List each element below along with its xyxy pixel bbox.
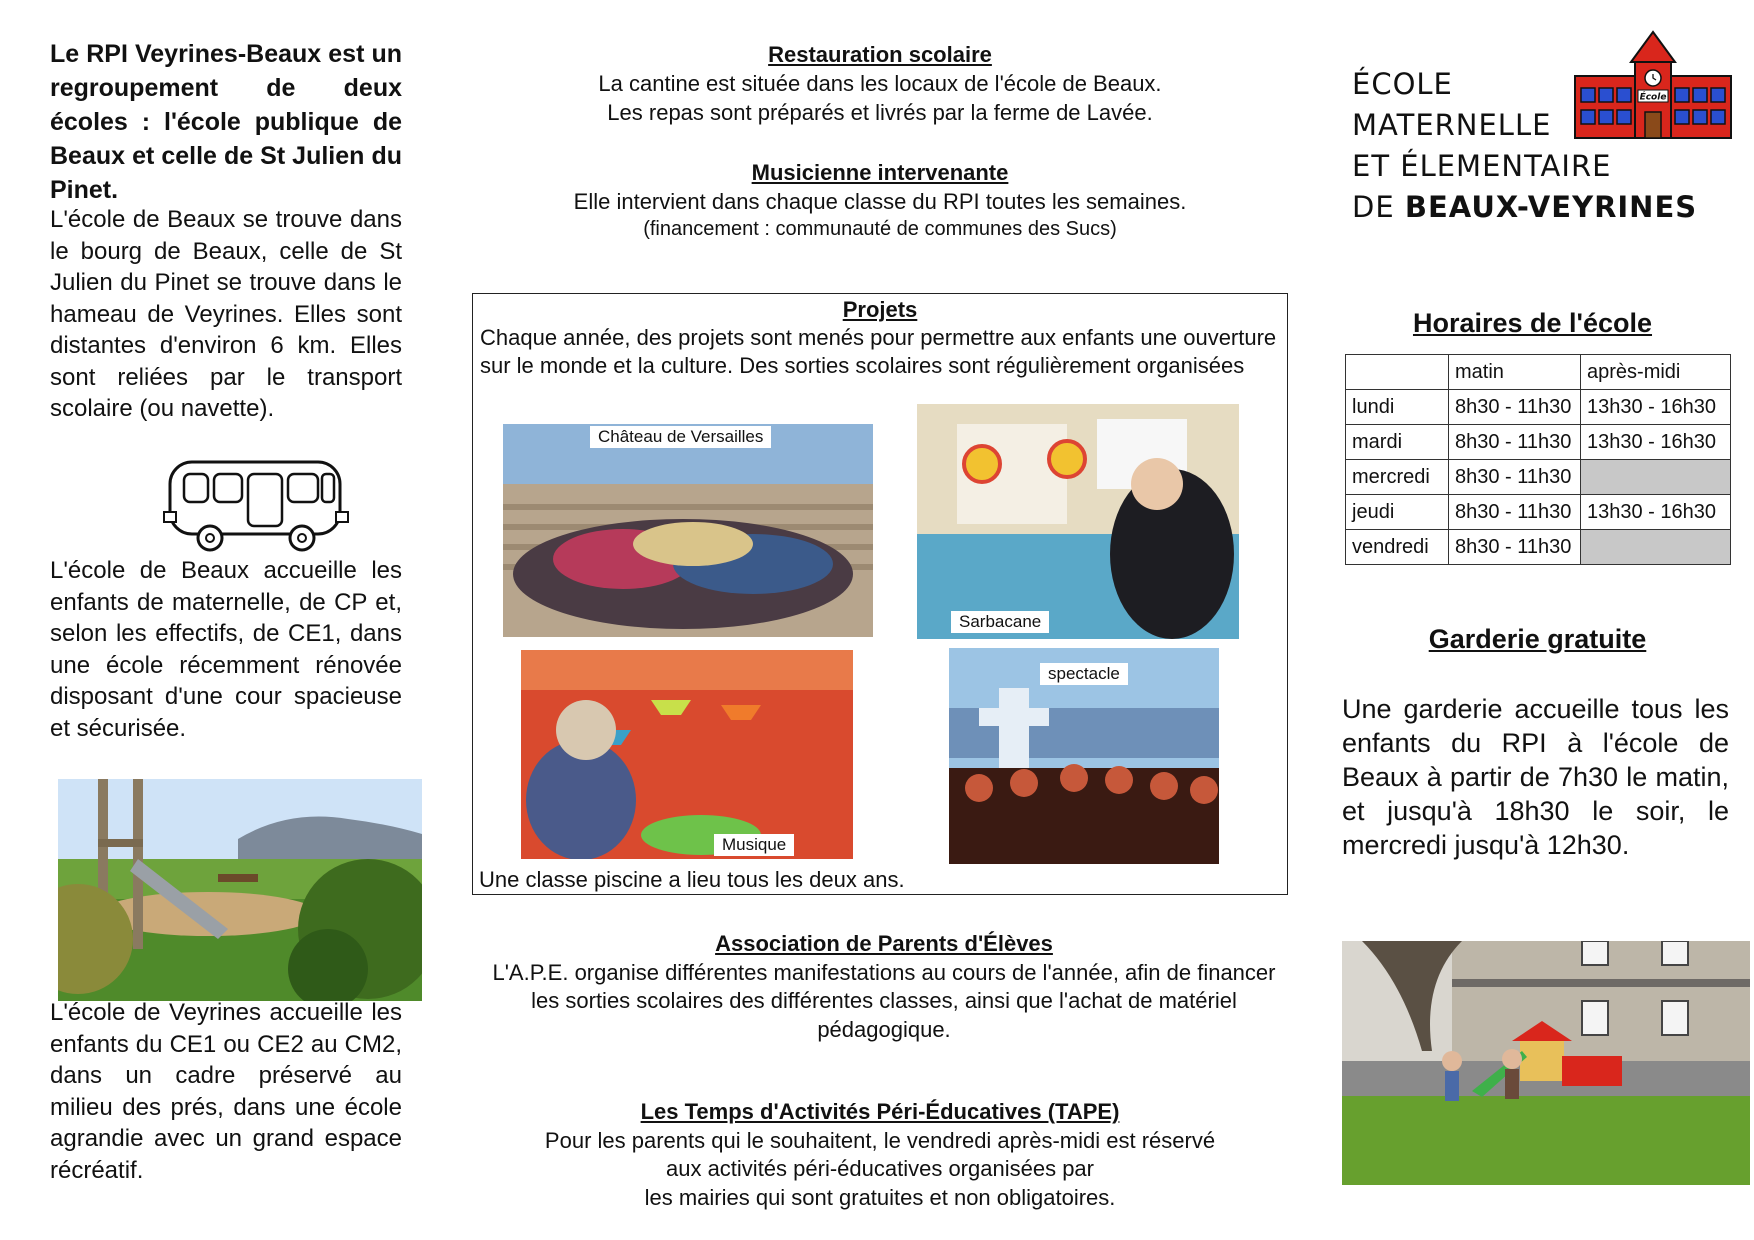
sarbacane-photo <box>917 404 1239 639</box>
hours-day-cell: mardi <box>1346 425 1449 460</box>
header-line-1: ÉCOLE <box>1352 67 1453 101</box>
ape-title: Association de Parents d'Élèves <box>715 931 1053 956</box>
hours-afternoon-cell <box>1581 530 1731 565</box>
hours-morning-cell: 8h30 - 11h30 <box>1449 390 1581 425</box>
hours-morning-cell: 8h30 - 11h30 <box>1449 460 1581 495</box>
logo-sign-text: École <box>1639 92 1667 103</box>
music-line-1: Elle intervient dans chaque classe du RPI toutes les semaines. <box>573 189 1187 214</box>
canteen-title: Restauration scolaire <box>768 42 992 67</box>
hours-header-row <box>1346 355 1731 390</box>
beaux-paragraph <box>50 555 402 744</box>
canteen-line-1: La cantine est située dans les locaux de l'école de Beaux. <box>598 71 1162 96</box>
music-line-2: (financement : communauté de communes des Sucs) <box>643 218 1117 240</box>
tape-line-1: Pour les parents qui le souhaitent, le vendredi après-midi est réservé <box>544 1127 1216 1153</box>
header-line-3: ET ÉLEMENTAIRE <box>1352 149 1612 183</box>
hours-table <box>1345 354 1731 565</box>
header-line-4 <box>1352 187 1697 228</box>
caption-spectacle: spectacle <box>1040 663 1128 685</box>
hours-row <box>1346 495 1731 530</box>
tape-line-3: les mairies qui sont gratuites et non obligatoires. <box>644 1184 1116 1210</box>
projects-title: Projets <box>842 297 918 322</box>
hours-morning-cell: 8h30 - 11h30 <box>1449 530 1581 565</box>
location-paragraph <box>50 204 402 425</box>
caption-sarbacane: Sarbacane <box>951 611 1049 633</box>
music-section <box>470 158 1290 242</box>
hours-row <box>1346 390 1731 425</box>
hours-afternoon-cell: 13h30 - 16h30 <box>1581 390 1731 425</box>
veyrines-paragraph <box>50 997 402 1186</box>
ape-text: L'A.P.E. organise différentes manifestations au cours de l'année, afin de financer les sorties scolaires des différentes classes, ainsi que l'achat de matériel pédagogique. <box>492 959 1276 1042</box>
hours-title: Horaires de l'école <box>1412 308 1653 338</box>
hours-morning-cell: 8h30 - 11h30 <box>1449 495 1581 530</box>
veyrines-text: L'école de Veyrines accueille les enfants du CE1 ou CE2 au CM2, dans un cadre préservé au milieu des prés, dans une école agrandie avec un grand espace récréatif. <box>50 999 402 1184</box>
canteen-section <box>470 40 1290 127</box>
hours-row <box>1346 530 1731 565</box>
hours-row <box>1346 460 1731 495</box>
hours-day-cell: vendredi <box>1346 530 1449 565</box>
daycare-paragraph <box>1342 692 1729 862</box>
hours-header-cell: matin <box>1449 355 1581 390</box>
hours-header-cell <box>1346 355 1449 390</box>
canteen-line-2: Les repas sont préparés et livrés par la ferme de Lavée. <box>607 100 1153 125</box>
school-logo-icon <box>1573 30 1733 142</box>
versailles-photo <box>503 424 873 637</box>
projects-footer: Une classe piscine a lieu tous les deux ans. <box>479 867 905 892</box>
header-line-4-prefix: DE <box>1352 190 1405 224</box>
caption-versailles: Château de Versailles <box>590 426 771 448</box>
school-building-photo <box>1342 941 1750 1185</box>
tape-line-2: aux activités péri-éducatives organisées par <box>665 1156 1094 1181</box>
hours-day-cell: lundi <box>1346 390 1449 425</box>
hours-afternoon-cell: 13h30 - 16h30 <box>1581 425 1731 460</box>
hours-afternoon-cell <box>1581 460 1731 495</box>
beaux-text: L'école de Beaux accueille les enfants de maternelle, de CP et, selon les effectifs, de CE1, dans une école récemment rénovée disposant d'une cour spacieuse et sécurisée. <box>50 557 402 742</box>
tape-section <box>470 1098 1290 1212</box>
hours-afternoon-cell: 13h30 - 16h30 <box>1581 495 1731 530</box>
musique-photo <box>521 650 853 859</box>
projects-text: Chaque année, des projets sont menés pour permettre aux enfants une ouverture sur le monde et la culture. Des sorties scolaires sont régulièrement organisées <box>480 325 1277 378</box>
daycare-text: Une garderie accueille tous les enfants du RPI à l'école de Beaux à partir de 7h30 le matin, et jusqu'à 18h30 le soir, le mercredi jusqu'à 12h30. <box>1342 694 1729 860</box>
header-school-name: BEAUX-VEYRINES <box>1404 190 1698 224</box>
hours-day-cell: mercredi <box>1346 460 1449 495</box>
hours-day-cell: jeudi <box>1346 495 1449 530</box>
playground-photo <box>58 779 422 1001</box>
ape-section <box>476 930 1292 1044</box>
intro-text: Le RPI Veyrines-Beaux est un regroupement de deux écoles : l'école publique de Beaux et celle de St Julien du Pinet. <box>50 40 402 204</box>
tape-title: Les Temps d'Activités Péri-Éducatives (TAPE) <box>640 1099 1120 1124</box>
music-title: Musicienne intervenante <box>751 160 1009 185</box>
hours-morning-cell: 8h30 - 11h30 <box>1449 425 1581 460</box>
daycare-title: Garderie gratuite <box>1428 624 1647 654</box>
bus-icon <box>162 456 352 556</box>
hours-row <box>1346 425 1731 460</box>
caption-musique: Musique <box>714 834 794 856</box>
projects-box <box>472 293 1288 895</box>
header-line-2: MATERNELLE <box>1352 108 1552 142</box>
location-text: L'école de Beaux se trouve dans le bourg de Beaux, celle de St Julien du Pinet se trouve dans le hameau de Veyrines. Elles sont distantes d'environ 6 km. Elles sont reliées par le transport scolaire (ou navette). <box>50 206 402 422</box>
hours-header-cell: après-midi <box>1581 355 1731 390</box>
intro-paragraph <box>50 37 402 207</box>
